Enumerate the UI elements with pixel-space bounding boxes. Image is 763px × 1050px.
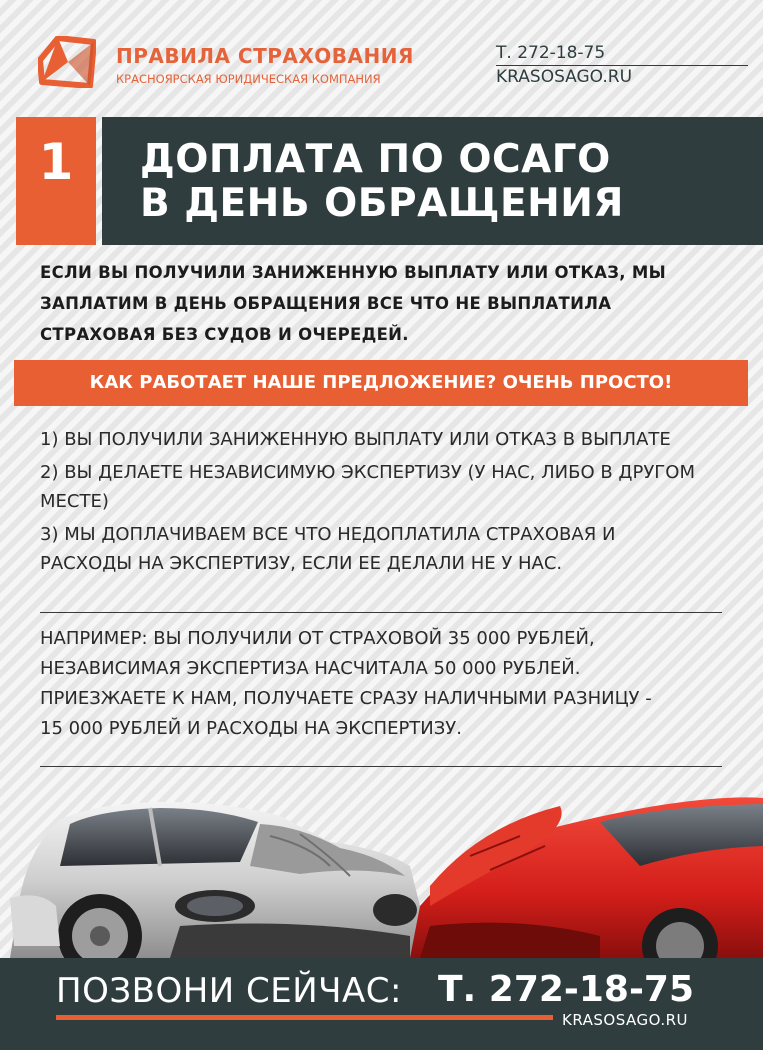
call-now-label: ПОЗВОНИ СЕЙЧАС:: [56, 971, 402, 1011]
example-line: ПРИЕЗЖАЕТЕ К НАМ, ПОЛУЧАЕТЕ СРАЗУ НАЛИЧНЫМИ РАЗНИЦУ -: [40, 688, 652, 709]
intro-line: СТРАХОВАЯ БЕЗ СУДОВ И ОЧЕРЕДЕЙ.: [40, 325, 409, 344]
intro-line: ЗАПЛАТИМ В ДЕНЬ ОБРАЩЕНИЯ ВСЕ ЧТО НЕ ВЫПЛАТИЛА: [40, 294, 612, 313]
example-line: 15 000 РУБЛЕЙ И РАСХОДЫ НА ЭКСПЕРТИЗУ.: [40, 718, 462, 739]
intro-text: [40, 257, 740, 350]
intro-line: ЕСЛИ ВЫ ПОЛУЧИЛИ ЗАНИЖЕННУЮ ВЫПЛАТУ ИЛИ ОТКАЗ, МЫ: [40, 263, 666, 282]
section-number: 1: [38, 133, 74, 191]
silver-car: [10, 802, 420, 958]
step-line: РАСХОДЫ НА ЭКСПЕРТИЗУ, ЕСЛИ ЕЕ ДЕЛАЛИ НЕ У НАС.: [40, 553, 563, 574]
title-line-1: ДОПЛАТА ПО ОСАГО: [140, 137, 611, 182]
footer-website: KRASOSAGO.RU: [562, 1011, 689, 1029]
company-logo-icon: [38, 36, 96, 88]
step-item: [40, 520, 740, 578]
section-number-badge: [16, 117, 96, 245]
how-it-works-banner: [14, 360, 748, 406]
step-line: 3) МЫ ДОПЛАЧИВАЕМ ВСЕ ЧТО НЕДОПЛАТИЛА СТРАХОВАЯ И: [40, 524, 616, 545]
step-line: 1) ВЫ ПОЛУЧИЛИ ЗАНИЖЕННУЮ ВЫПЛАТУ ИЛИ ОТКАЗ В ВЫПЛАТЕ: [40, 429, 671, 450]
example-text: [40, 624, 740, 744]
steps-list: [40, 425, 740, 582]
header-contact: [496, 44, 748, 87]
red-car: [410, 797, 763, 958]
crashed-cars-image: [0, 786, 763, 958]
step-line: 2) ВЫ ДЕЛАЕТЕ НЕЗАВИСИМУЮ ЭКСПЕРТИЗУ (У НАС, ЛИБО В ДРУГОМ: [40, 462, 695, 483]
step-item: [40, 458, 740, 516]
title-line-2: В ДЕНЬ ОБРАЩЕНИЯ: [140, 181, 624, 226]
divider: [40, 612, 722, 613]
footer-bar: [0, 958, 763, 1050]
how-it-works-text: КАК РАБОТАЕТ НАШЕ ПРЕДЛОЖЕНИЕ? ОЧЕНЬ ПРОСТО!: [89, 372, 673, 393]
brand-title: ПРАВИЛА СТРАХОВАНИЯ: [116, 44, 414, 68]
step-line: МЕСТЕ): [40, 491, 109, 512]
divider: [40, 766, 722, 767]
example-line: НАПРИМЕР: ВЫ ПОЛУЧИЛИ ОТ СТРАХОВОЙ 35 000 РУБЛЕЙ,: [40, 628, 595, 649]
example-line: НЕЗАВИСИМАЯ ЭКСПЕРТИЗА НАСЧИТАЛА 50 000 РУБЛЕЙ.: [40, 658, 581, 679]
footer-accent-line: [56, 1015, 553, 1020]
brand-subtitle: КРАСНОЯРСКАЯ ЮРИДИЧЕСКАЯ КОМПАНИЯ: [116, 72, 381, 86]
header-phone: Т. 272-18-75: [496, 44, 748, 66]
step-item: [40, 425, 740, 454]
footer-phone: Т. 272-18-75: [438, 969, 694, 1010]
header-website: KRASOSAGO.RU: [496, 67, 633, 87]
title-banner: [102, 117, 763, 245]
